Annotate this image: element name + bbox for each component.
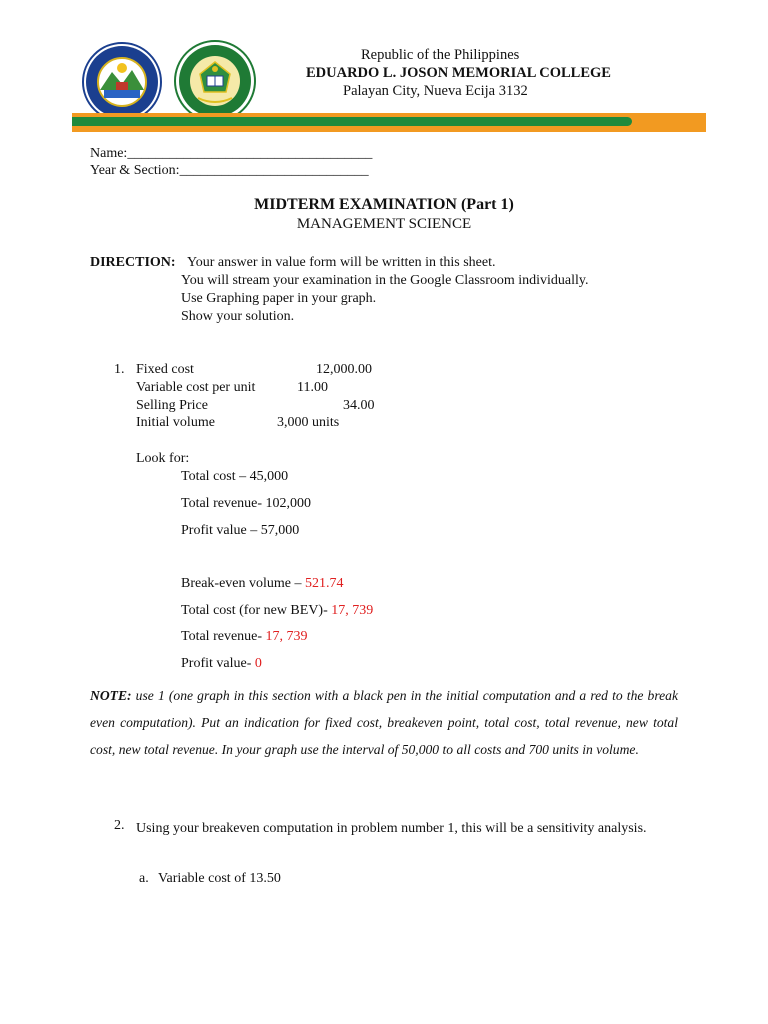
bev-result-label: Profit value- bbox=[181, 656, 255, 671]
subject-title: MANAGEMENT SCIENCE bbox=[296, 216, 472, 232]
bev-result-line bbox=[181, 603, 373, 619]
given-label: Initial volume bbox=[136, 415, 215, 430]
problem-2-sub-letter: a. bbox=[139, 871, 149, 886]
bev-result-label: Break-even volume – bbox=[181, 576, 306, 591]
result-line: Total cost – 45,000 bbox=[181, 469, 289, 484]
result-line: Total revenue- 102,000 bbox=[181, 496, 312, 511]
right-seal-logo bbox=[174, 40, 254, 120]
name-field[interactable]: Name:___________________________________ bbox=[90, 146, 373, 161]
bev-result-line bbox=[181, 629, 308, 645]
header-college-name: EDUARDO L. JOSON MEMORIAL COLLEGE bbox=[306, 65, 611, 81]
problem-2-number: 2. bbox=[114, 818, 125, 833]
header-republic: Republic of the Philippines bbox=[361, 47, 520, 63]
bev-result-value: 0 bbox=[254, 656, 262, 671]
result-line: Profit value – 57,000 bbox=[181, 523, 300, 538]
bev-result-line bbox=[181, 576, 344, 592]
direction-line-3: Use Graphing paper in your graph. bbox=[181, 291, 377, 306]
given-value: 34.00 bbox=[343, 398, 375, 413]
given-value: 3,000 units bbox=[277, 415, 340, 430]
given-label: Fixed cost bbox=[136, 362, 194, 377]
bev-result-label: Total cost (for new BEV)- bbox=[181, 603, 332, 618]
left-seal-logo bbox=[82, 42, 162, 122]
given-label: Selling Price bbox=[136, 398, 208, 413]
bev-result-value: 17, 739 bbox=[331, 603, 374, 618]
direction-line-4: Show your solution. bbox=[181, 309, 295, 324]
year-section-field[interactable]: Year & Section:___________________________ bbox=[90, 163, 369, 178]
look-for-label: Look for: bbox=[136, 451, 190, 466]
given-label: Variable cost per unit bbox=[136, 380, 256, 395]
problem-1-number: 1. bbox=[114, 362, 125, 377]
direction-label: DIRECTION: bbox=[90, 255, 176, 270]
header-band-green bbox=[72, 117, 632, 126]
given-value: 11.00 bbox=[297, 380, 328, 395]
note-label: NOTE: bbox=[90, 688, 132, 703]
direction-line-1: Your answer in value form will be written in this sheet. bbox=[187, 255, 496, 270]
problem-2-text: Using your breakeven computation in problem number 1, this will be a sensitivity analysis. bbox=[136, 821, 647, 836]
bev-result-value: 17, 739 bbox=[265, 629, 308, 644]
given-value: 12,000.00 bbox=[316, 362, 372, 377]
bev-result-label: Total revenue- bbox=[181, 629, 266, 644]
note-paragraph bbox=[90, 682, 678, 763]
header-address: Palayan City, Nueva Ecija 3132 bbox=[343, 83, 528, 99]
problem-2-sub-text: Variable cost of 13.50 bbox=[158, 871, 281, 886]
bev-result-value: 521.74 bbox=[305, 576, 344, 591]
note-text: use 1 (one graph in this section with a black pen in the initial computation and a red to the break even computation). Put an indication for fixed cost, breakeven point, total cost, total revenue, new total cost, new total revenue. In your graph use the interval of 50,000 to all costs and 700 units in volume. bbox=[90, 688, 678, 757]
bev-result-line bbox=[181, 656, 262, 672]
exam-title: MIDTERM EXAMINATION (Part 1) bbox=[254, 196, 514, 213]
direction-line-2: You will stream your examination in the Google Classroom individually. bbox=[181, 273, 589, 288]
